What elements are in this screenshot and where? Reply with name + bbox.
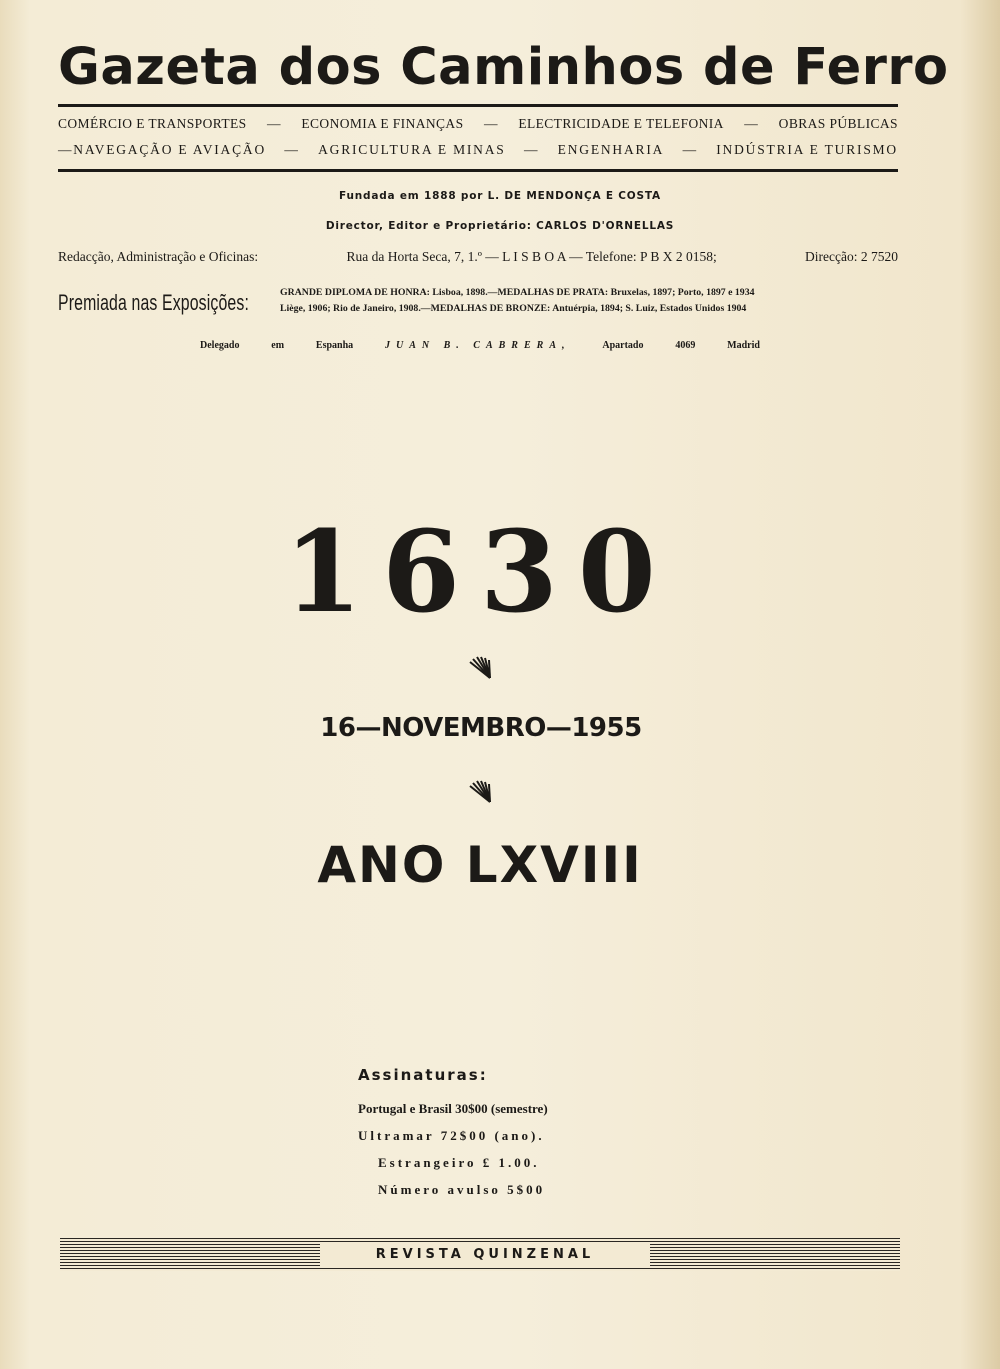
section-dash: — xyxy=(744,116,759,131)
section-dash: — xyxy=(523,142,540,157)
subscription-ultramar: Ultramar 72$00 (ano). xyxy=(358,1128,545,1143)
address-label: Redacção, Administração e Oficinas: xyxy=(58,249,259,264)
fan-ornament-icon xyxy=(468,780,494,806)
delegate-name: JUAN B. CABRERA, xyxy=(385,340,571,351)
delegate-box: Apartado xyxy=(602,340,644,351)
awards-text-2: Liège, 1906; Rio de Janeiro, 1908.—MEDALHAS DE BRONZE: Antuérpia, 1894; S. Luiz, Estados Unidos 1904 xyxy=(280,303,747,314)
delegate-em: em xyxy=(271,340,285,351)
awards-label: Premiada nas Exposições: xyxy=(58,290,250,315)
subscription-estrangeiro: Estrangeiro £ 1.00. xyxy=(378,1155,540,1170)
issue-date: 16—NOVEMBRO—1955 xyxy=(320,713,642,743)
masthead-rule-top xyxy=(58,104,898,107)
sections-line-2 xyxy=(58,142,898,158)
subscription-avulso: Número avulso 5$00 xyxy=(378,1182,546,1197)
delegate-box-number: 4069 xyxy=(675,340,696,351)
awards-line-2 xyxy=(280,303,898,314)
subscription-portugal-brasil: Portugal e Brasil 30$00 (semestre) xyxy=(358,1101,548,1116)
delegate-line xyxy=(200,340,760,351)
address-line xyxy=(58,249,898,265)
delegate-country: Espanha xyxy=(315,340,354,351)
section-electricity: ELECTRICIDADE E TELEFONIA xyxy=(518,116,724,131)
masthead-title: Gazeta dos Caminhos de Ferro xyxy=(58,38,949,97)
footer-label: REVISTA QUINZENAL xyxy=(320,1244,650,1266)
issue-year: ANO LXVIII xyxy=(317,836,643,894)
subscriptions-heading: Assinaturas: xyxy=(358,1066,488,1084)
sections-line-1 xyxy=(58,116,898,132)
section-commerce: COMÉRCIO E TRANSPORTES xyxy=(58,116,247,131)
section-navigation: —NAVEGAÇÃO E AVIAÇÃO xyxy=(58,142,267,157)
director-line: Director, Editor e Proprietário: CARLOS D'ORNELLAS xyxy=(325,220,675,232)
section-agriculture: AGRICULTURA E MINAS xyxy=(318,142,506,157)
delegate-city: Madrid xyxy=(727,340,760,351)
section-dash: — xyxy=(267,116,281,131)
section-dash: — xyxy=(483,116,498,131)
section-engineering: ENGENHARIA xyxy=(557,142,665,157)
section-dash: — xyxy=(682,142,698,157)
fan-ornament-icon xyxy=(468,656,494,682)
address-direction-phone: Direcção: 2 7520 xyxy=(805,249,898,264)
section-economy: ECONOMIA E FINANÇAS xyxy=(301,116,464,131)
masthead-rule-bottom xyxy=(58,169,898,172)
awards-line-1 xyxy=(280,287,898,298)
section-industry: INDÚSTRIA E TURISMO xyxy=(716,142,898,157)
delegate-label: Delegado xyxy=(200,340,240,351)
founded-line: Fundada em 1888 por L. DE MENDONÇA E COSTA xyxy=(339,190,661,202)
awards-text-1: GRANDE DIPLOMA DE HONRA: Lisboa, 1898.—MEDALHAS DE PRATA: Bruxelas, 1897; Porto, 1897 e 1934 xyxy=(280,287,755,298)
section-dash: — xyxy=(284,142,300,157)
section-public-works: OBRAS PÚBLICAS xyxy=(778,116,898,131)
issue-number: 1630 xyxy=(284,507,676,638)
address-street: Rua da Horta Seca, 7, 1.º — L I S B O A — Telefone: P B X 2 0158; xyxy=(346,249,717,264)
